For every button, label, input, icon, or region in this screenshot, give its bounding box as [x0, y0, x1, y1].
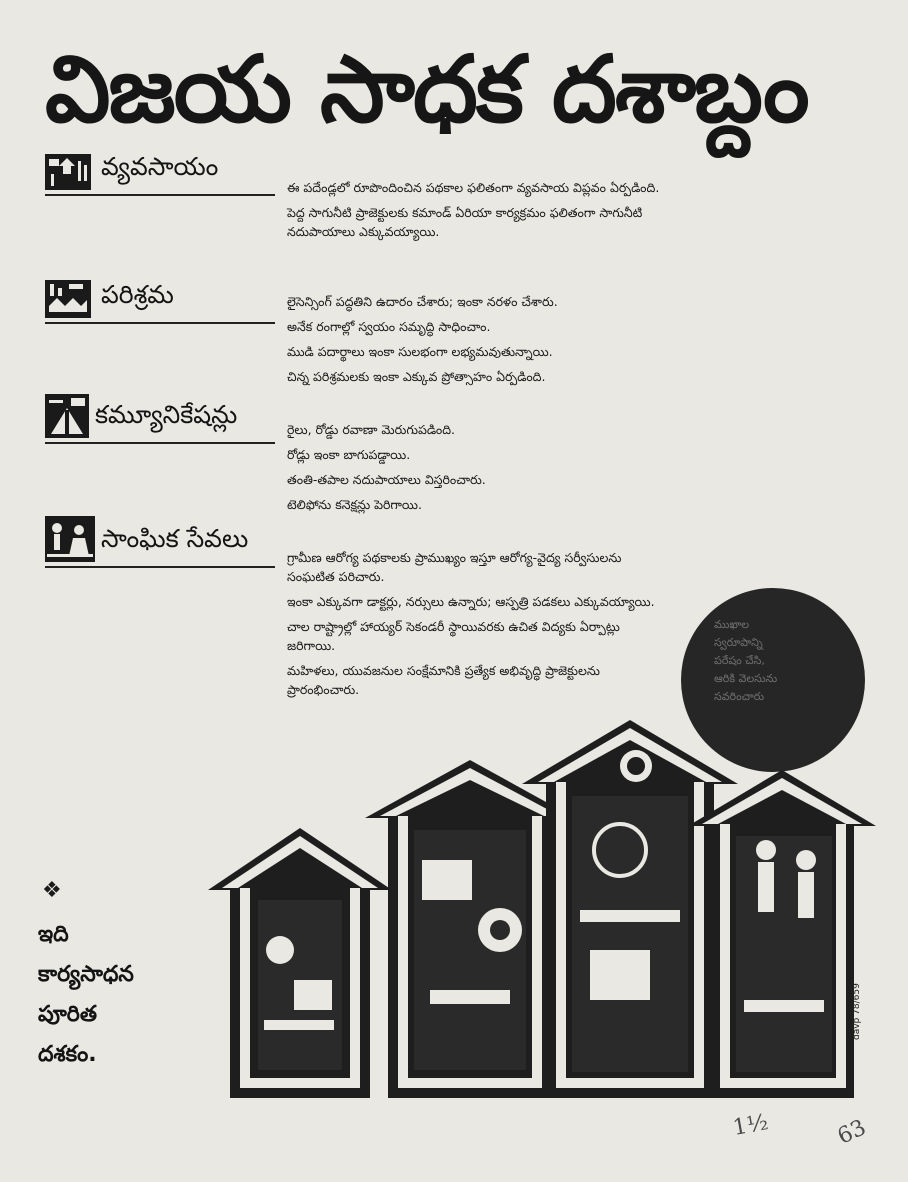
tagline-line: కార్యసాధన — [38, 962, 134, 987]
section-body-social-services — [287, 548, 667, 705]
sun-disc-text — [714, 616, 839, 706]
tagline-line: దశకం. — [38, 1042, 97, 1067]
section-body-communications — [287, 420, 707, 520]
handwritten-page-number: 63 — [834, 1115, 870, 1150]
body-line: ఈ పదేండ్లలో రూపొందించిన పథకాల ఫలితంగా వ్యవసాయ విప్లవం ఏర్పడింది. — [287, 180, 660, 195]
house-2 — [365, 760, 575, 1098]
body-line: అనేక రంగాల్లో స్వయం సమృద్ధి సాధించాం. — [287, 319, 491, 334]
body-line: లైసెన్సింగ్ పద్ధతిని ఉదారం చేశారు; ఇంకా నరళం చేశారు. — [287, 294, 558, 309]
section-title: పరిశ్రమ — [101, 280, 174, 309]
tagline-line: ఇది — [38, 922, 69, 947]
section-header-social-services — [45, 522, 275, 568]
tagline — [38, 915, 198, 1075]
house-1 — [208, 828, 392, 1098]
body-line: పెద్ద సాగునీటి ప్రాజెక్టులకు కమాండ్ ఏరియా కార్యక్రమం ఫలితంగా సాగునీటి నదుపాయాలు ఎక్కువయ్యాయి. — [287, 205, 643, 239]
body-line: ముడి పదార్థాలు ఇంకా సులభంగా లభ్యమవుతున్నాయి. — [287, 344, 553, 359]
industry-icon — [45, 278, 91, 318]
body-line: ఇంకా ఎక్కువగా డాక్టర్లు, నర్సులు ఉన్నారు; ఆస్పత్రి పడకలు ఎక్కువయ్యాయి. — [287, 594, 655, 609]
house-4 — [688, 770, 876, 1098]
section-body-industry — [287, 292, 707, 392]
section-body-agriculture — [287, 178, 707, 247]
sun-text-line: సవరించారు — [714, 690, 765, 703]
section-header-industry — [45, 278, 275, 324]
body-line: టెలిఫోను కనెక్షన్లు పెరిగాయి. — [287, 497, 422, 512]
body-line: గ్రామీణ ఆరోగ్య పథకాలకు ప్రాముఖ్యం ఇస్తూ ఆరోగ్య-వైద్య సర్వీసులను సంఘటిత పరిచారు. — [287, 550, 622, 584]
section-title: వ్యవసాయం — [101, 152, 219, 181]
communications-icon — [45, 394, 89, 438]
sun-text-line: ముఖాల — [714, 618, 750, 631]
print-code: davp 78/659 — [852, 983, 862, 1040]
handwritten-note: 1½ — [731, 1110, 771, 1141]
section-title: సాంఘిక సేవలు — [101, 524, 249, 553]
houses-illustration — [200, 700, 890, 1100]
body-line: రోడ్లు ఇంకా బాగుపడ్డాయి. — [287, 447, 411, 462]
house-3 — [522, 720, 738, 1098]
star-ornament-icon: ❖ — [42, 878, 62, 903]
tagline-line: పూరిత — [38, 1002, 97, 1027]
section-title: కమ్యూనికేషన్లు — [95, 400, 238, 429]
body-line: మహిళలు, యువజనుల సంక్షేమానికి ప్రత్యేక అభివృద్ధి ప్రాజెక్టులను ప్రారంభించారు. — [287, 663, 600, 697]
sun-text-line: పరేషం చేసి, — [714, 654, 765, 667]
sun-text-line: స్వరూపాన్ని — [714, 636, 763, 649]
farming-icon — [45, 150, 91, 190]
body-line: రైలు, రోడ్డు రవాణా మెరుగుపడింది. — [287, 422, 456, 437]
sun-text-line: ఆరికి వెలసును — [714, 672, 778, 685]
section-header-agriculture — [45, 150, 275, 196]
headline: విజయ సాధక దశాబ్దం — [45, 36, 808, 143]
body-line: చిన్న పరిశ్రమలకు ఇంకా ఎక్కువ ప్రోత్సాహం ఏర్పడింది. — [287, 369, 546, 384]
body-line: తంతి-తపాల నదుపాయాలు విస్తరించారు. — [287, 472, 486, 487]
social-services-icon — [45, 516, 95, 562]
section-header-communications — [45, 398, 275, 444]
body-line: చాల రాష్ట్రాల్లో హాయ్యర్ సెకండరీ స్థాయివరకు ఉచిత విద్యకు ఏర్పాట్లు జరిగాయి. — [287, 619, 620, 653]
